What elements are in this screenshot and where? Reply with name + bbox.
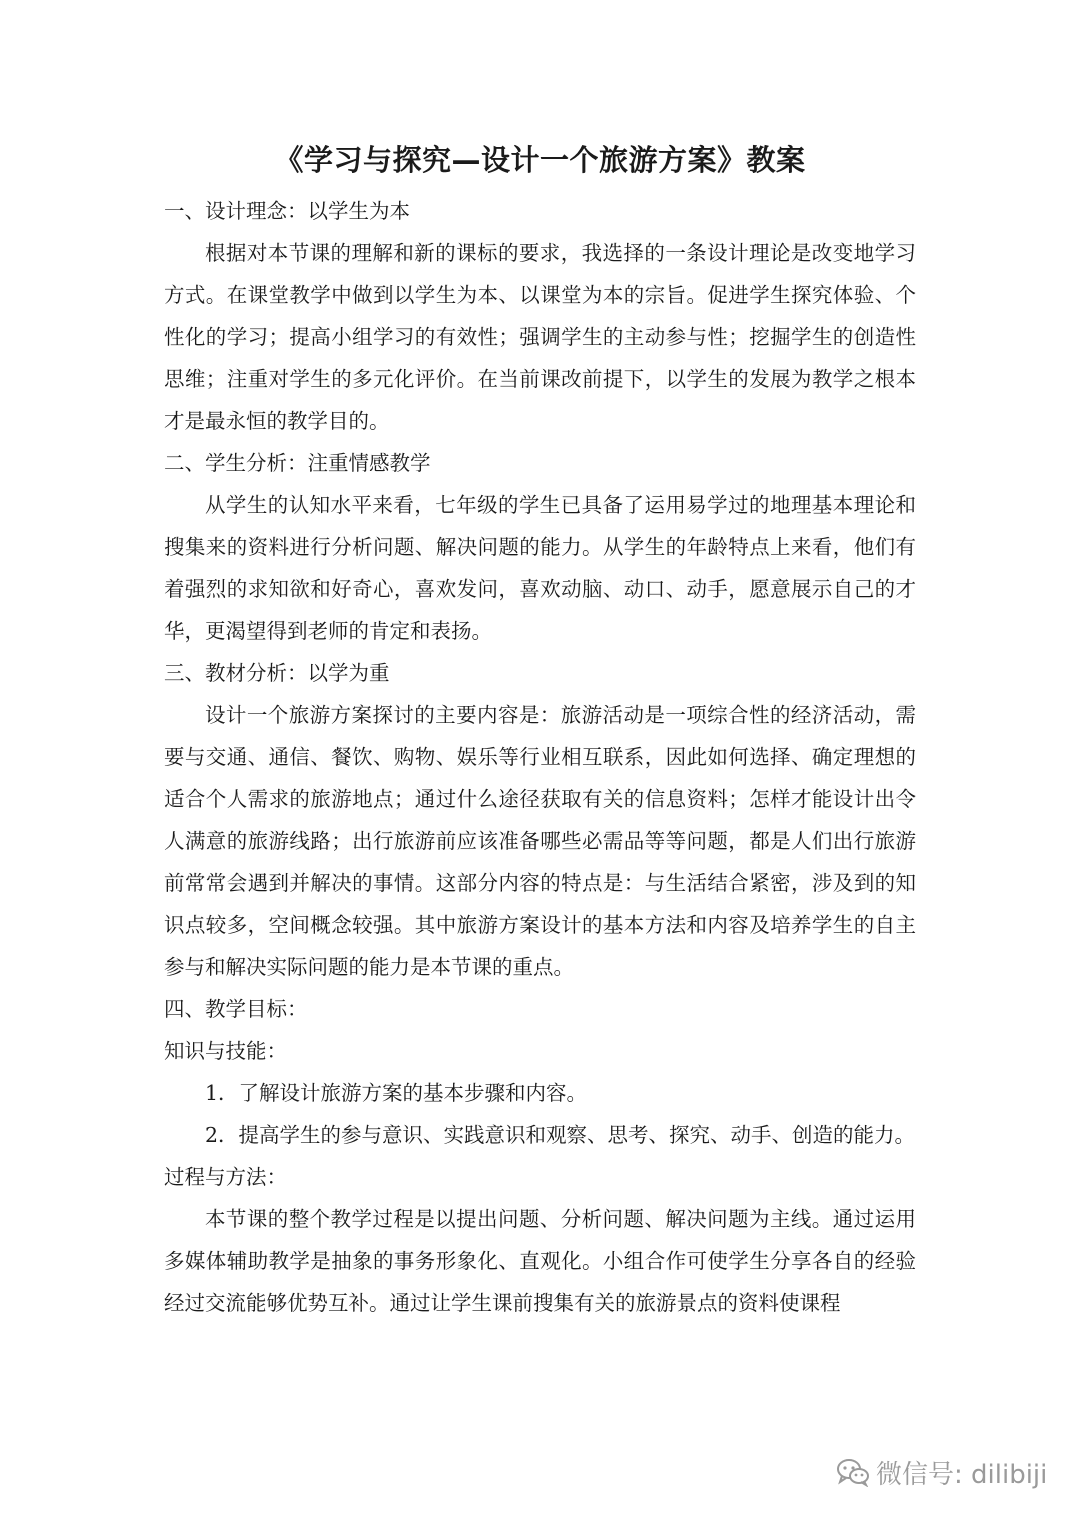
paragraph-student-analysis: 从学生的认知水平来看，七年级的学生已具备了运用易学过的地理基本理论和搜集来的资料进行分析问题、解决问题的能力。从学生的年龄特点上来看，他们有着强烈的求知欲和好奇心，喜欢发问，喜欢动脑、动口、动手，愿意展示自己的才华，更渴望得到老师的肯定和表扬。: [164, 493, 916, 643]
goal-item-2: 2．提高学生的参与意识、实践意识和观察、思考、探究、动手、创造的能力。: [205, 1123, 916, 1147]
paragraph-material-analysis: 设计一个旅游方案探讨的主要内容是：旅游活动是一项综合性的经济活动，需要与交通、通信、餐饮、购物、娱乐等行业相互联系，因此如何选择、确定理想的适合个人需求的旅游地点；通过什么途径获取有关的信息资料；怎样才能设计出令人满意的旅游线路；出行旅游前应该准备哪些必需品等等问题，都是人们出行旅游前常常会遇到并解决的事情。这部分内容的特点是：与生活结合紧密，涉及到的知识点较多，空间概念较强。其中旅游方案设计的基本方法和内容及培养学生的自主参与和解决实际问题的能力是本节课的重点。: [164, 703, 916, 979]
subheading-knowledge-skills: 知识与技能：: [164, 1039, 287, 1063]
subheading-process-methods: 过程与方法：: [164, 1165, 287, 1189]
paragraph-process-methods: 本节课的整个教学过程是以提出问题、分析问题、解决问题为主线。通过运用多媒体辅助教学是抽象的事务形象化、直观化。小组合作可使学生分享各自的经验经过交流能够优势互补。通过让学生课前搜集有关的旅游景点的资料使课程: [164, 1207, 916, 1315]
section-heading-material-analysis: 三、教材分析：以学为重: [164, 661, 390, 685]
wechat-icon: [836, 1457, 870, 1487]
section-heading-teaching-goals: 四、教学目标：: [164, 997, 308, 1021]
section-heading-design-concept: 一、设计理念：以学生为本: [164, 199, 410, 223]
document-body: [164, 190, 916, 1324]
watermark-text: 微信号: dilibiji: [876, 1459, 1048, 1490]
document-title: 《学习与探究—设计一个旅游方案》教案: [274, 143, 806, 177]
paragraph-design-concept: 根据对本节课的理解和新的课标的要求，我选择的一条设计理论是改变地学习方式。在课堂教学中做到以学生为本、以课堂为本的宗旨。促进学生探究体验、个性化的学习；提高小组学习的有效性；强调学生的主动参与性；挖掘学生的创造性思维；注重对学生的多元化评价。在当前课改前提下，以学生的发展为教学之根本才是最永恒的教学目的。: [164, 241, 916, 433]
wechat-watermark: [836, 1454, 1047, 1490]
goal-item-1: 1．了解设计旅游方案的基本步骤和内容。: [205, 1081, 588, 1105]
section-heading-student-analysis: 二、学生分析：注重情感教学: [164, 451, 431, 475]
